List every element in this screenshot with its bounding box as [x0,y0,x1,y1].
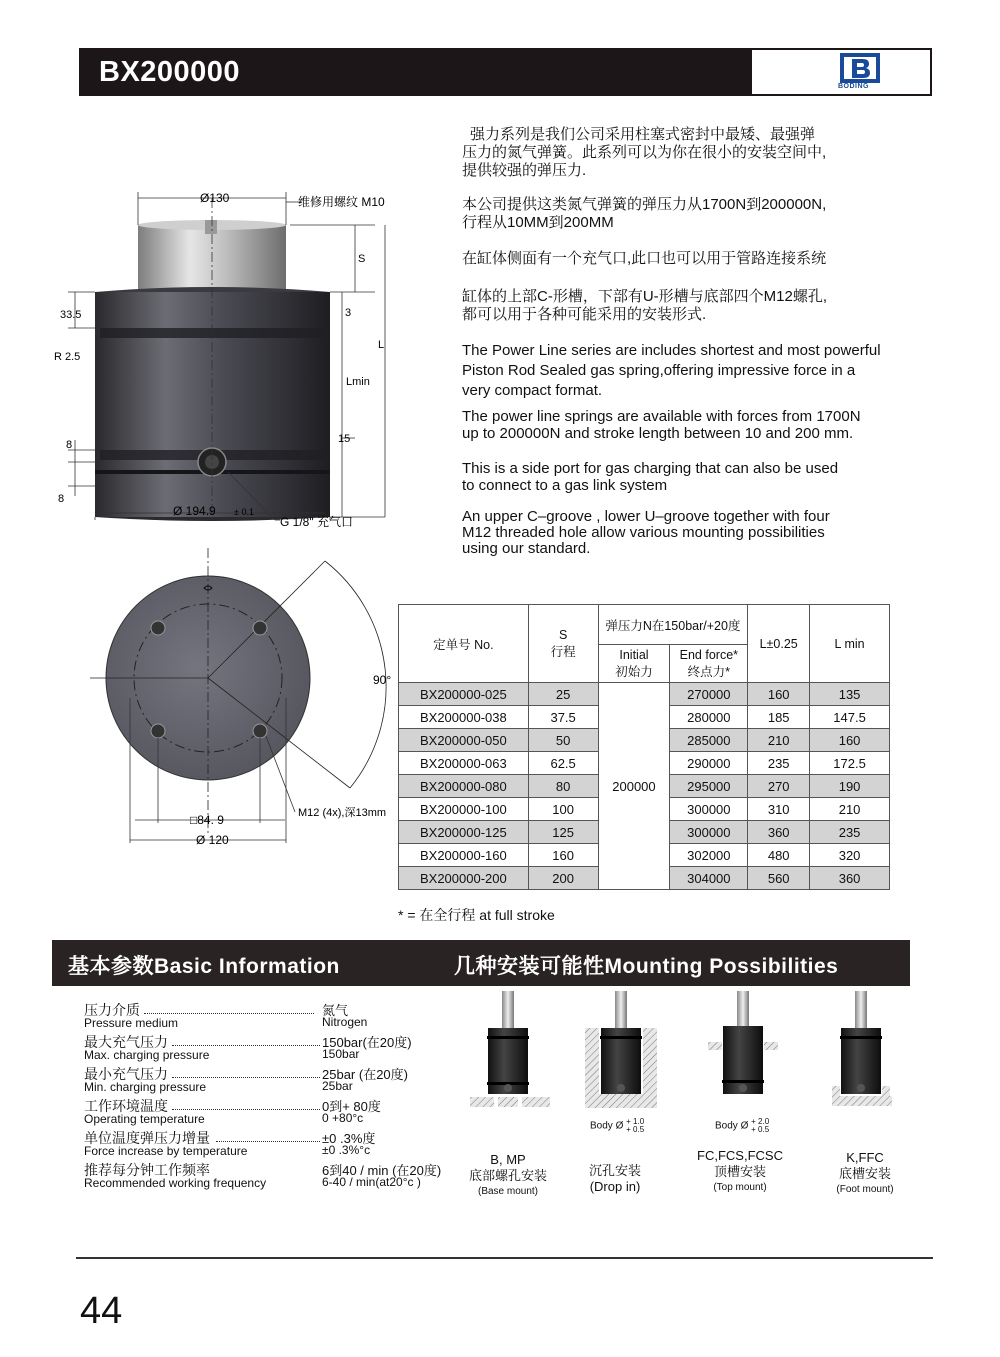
footer-rule [76,1257,933,1259]
mount-code: K,FFC [846,1150,884,1165]
cell-s: 160 [528,844,598,867]
dim-s: S [358,253,366,265]
info-label-en: Pressure medium [84,1016,179,1030]
cell-no: BX200000-038 [399,706,529,729]
model-title: BX200000 [99,56,241,88]
cell-end: 302000 [670,844,748,867]
cell-l: 270 [748,775,810,798]
mounting-base-label [458,1152,558,1200]
cell-no: BX200000-080 [399,775,529,798]
tol-bottom: + 0.5 [751,1125,770,1134]
desc-line: 都可以用于各种可能采用的安装形式. [462,306,707,323]
dim-8b: 8 [58,493,65,505]
desc-line: M12 threaded hole allow various mounting possibilities [462,524,825,541]
section-band [52,940,910,986]
cell-end: 300000 [670,798,748,821]
info-value-cn: 150bar(在20度) [322,1035,412,1050]
info-label-cn: 工作环境温度 [84,1098,168,1114]
dim-d120: Ø 120 [196,833,229,847]
cell-s: 200 [528,867,598,890]
info-label-en: Max. charging pressure [84,1048,210,1062]
info-row [84,1000,454,1032]
description-en-2 [462,408,861,442]
info-label-en: Recommended working frequency [84,1176,267,1190]
cell-l: 480 [748,844,810,867]
col-end [670,645,748,683]
dim-3: 3 [345,307,352,319]
col-end-en: End force* [679,647,739,662]
dim-thread: 维修用螺纹 M10 [298,195,385,209]
cell-l: 185 [748,706,810,729]
info-label-cn: 最大充气压力 [84,1034,168,1050]
tol-top: + 1.0 [626,1117,645,1126]
foot-mount-figure [832,991,892,1106]
cell-end: 300000 [670,821,748,844]
cell-end: 304000 [670,867,748,890]
cell-s: 80 [528,775,598,798]
info-label-en: Min. charging pressure [84,1080,207,1094]
info-value-cn: ±0 .3%度 [322,1131,376,1146]
cell-no: BX200000-050 [399,729,529,752]
info-row [84,1096,454,1128]
info-label-cn: 最小充气压力 [84,1066,168,1082]
logo-text: BODING [838,83,869,90]
leader-dots [172,1066,320,1078]
desc-line: 行程从10MM到200MM [462,214,614,231]
info-value-en: 0 +80°c [322,1111,364,1125]
cell-no: BX200000-063 [399,752,529,775]
description-en-3 [462,460,838,494]
desc-line: 本公司提供这类氮气弹簧的弹压力从1700N到200000N, [462,196,827,213]
desc-line: 强力系列是我们公司采用柱塞式密封中最矮、最强弹 [470,126,816,143]
mount-en: (Base mount) [477,1186,539,1197]
mount-cn: 顶槽安装 [713,1164,766,1179]
info-row [84,1128,454,1160]
desc-line: using our standard. [462,540,591,557]
description-en-1 [462,341,881,401]
description-cn-2 [462,196,826,232]
cell-s: 125 [528,821,598,844]
tol-bottom: + 0.5 [626,1125,645,1134]
dim-33: 33.5 [60,309,82,321]
mounting-title: 几种安装可能性Mounting Possibilities [454,955,839,978]
cell-s: 62.5 [528,752,598,775]
side-view-drawing [40,180,420,540]
info-label-en: Force increase by temperature [84,1144,248,1158]
cell-lmin: 172.5 [810,752,890,775]
dim-tol: ± 0.1 [234,507,254,517]
desc-line: 压力的氮气弹簧。此系列可以为你在很小的安装空间中, [462,144,827,161]
mount-en: (Drop in) [589,1179,641,1194]
col-initial-en: Initial [619,647,649,662]
mount-cn: 底槽安装 [838,1166,891,1181]
leader-dots [216,1130,320,1142]
cell-lmin: 320 [810,844,890,867]
col-end-cn: 终点力* [687,664,731,679]
col-no: 定单号 No. [399,605,529,683]
table-footnote: * = 在全行程 at full stroke [398,907,555,923]
leader-dots [144,1002,314,1014]
spec-table [398,604,890,890]
description-cn-4 [462,288,827,324]
mounting-drop-label [575,1163,655,1195]
mounting-drop-body-dim [590,1118,660,1135]
desc-line: This is a side port for gas charging that can also be used [462,460,839,477]
dim-r25: R 2.5 [54,351,81,363]
col-s-cn: 行程 [550,644,576,659]
cell-end: 295000 [670,775,748,798]
desc-line: 在缸体侧面有一个充气口,此口也可以用于管路连接系统 [462,250,827,267]
cell-s: 25 [528,683,598,706]
dim-l: L [378,339,385,351]
desc-line: 缸体的上部C-形槽，下部有U-形槽与底部四个M12螺孔, [462,288,828,305]
col-s-en: S [558,627,568,642]
table-row [399,683,890,706]
cell-end: 290000 [670,752,748,775]
mounting-top-body-dim [715,1118,785,1135]
info-value-cn: 6到40 / min (在20度) [322,1163,442,1178]
dim-8a: 8 [66,439,73,451]
dim-d130: Ø130 [200,191,230,205]
cell-lmin: 360 [810,867,890,890]
info-row [84,1160,454,1192]
info-row [84,1064,454,1096]
cell-l: 160 [748,683,810,706]
desc-line: up to 200000N and stroke length between 10 and 200 mm. [462,425,854,442]
col-l: L±0.25 [748,605,810,683]
info-label-cn: 压力介质 [84,1002,140,1018]
col-force: 弹压力N在150bar/+20度 [598,605,748,645]
brand-logo [752,50,930,94]
tol-top: + 2.0 [751,1117,770,1126]
top-mount-figure [708,991,778,1094]
dim-lmin: Lmin [346,376,370,388]
cell-s: 50 [528,729,598,752]
cell-lmin: 210 [810,798,890,821]
info-label-en: Operating temperature [84,1112,205,1126]
leader-dots [172,1034,320,1046]
desc-line: An upper C–groove , lower U–groove together with four [462,508,830,525]
dim-90: 90° [373,673,392,687]
top-view-drawing [90,548,410,858]
dim-sq849: □84. 9 [190,813,224,827]
description-cn-1 [462,126,826,180]
cell-l: 235 [748,752,810,775]
dim-d1949: Ø 194.9 [173,504,216,518]
cell-l: 210 [748,729,810,752]
cell-no: BX200000-160 [399,844,529,867]
info-value-en: Nitrogen [322,1015,368,1029]
basic-info-title: 基本参数Basic Information [68,955,340,978]
cell-initial-force: 200000 [598,683,670,890]
body-dim-label: Body Ø [590,1120,624,1132]
info-value-cn: 0到+ 80度 [322,1099,381,1114]
mount-en: (Foot mount) [836,1184,894,1195]
description-cn-3 [462,250,826,268]
desc-line: Piston Rod Sealed gas spring,offering impressive force in a [462,362,856,379]
col-lmin: L min [810,605,890,683]
cell-lmin: 135 [810,683,890,706]
info-value-en: ±0 .3%°c [322,1143,371,1157]
basic-info-list [84,1000,454,1192]
desc-line: very compact format. [462,382,603,399]
mounting-foot-label [815,1150,915,1198]
cell-no: BX200000-025 [399,683,529,706]
cell-l: 310 [748,798,810,821]
desc-line: The Power Line series are includes shortest and most powerful [462,342,881,359]
info-value-en: 25bar [322,1079,353,1093]
col-initial-cn: 初始力 [615,664,653,679]
dim-15: 15 [338,433,351,445]
info-value-en: 6-40 / min(at20°c ) [322,1175,421,1189]
info-value-cn: 氮气 [322,1003,349,1018]
dim-port: G 1/8" 充气口 [280,515,353,529]
leader-dots [172,1098,320,1110]
cell-no: BX200000-100 [399,798,529,821]
info-label-cn: 单位温度弹压力增量 [84,1130,210,1146]
info-row [84,1032,454,1064]
col-s [528,605,598,683]
dim-m12: M12 (4x),深13mm [298,807,387,819]
cell-no: BX200000-125 [399,821,529,844]
cell-end: 285000 [670,729,748,752]
cell-lmin: 235 [810,821,890,844]
cell-l: 560 [748,867,810,890]
cell-end: 280000 [670,706,748,729]
body-dim-label: Body Ø [715,1120,749,1132]
mount-en: (Top mount) [713,1182,767,1193]
info-value-cn: 25bar (在20度) [322,1067,408,1082]
mount-code: B, MP [490,1152,526,1167]
cell-lmin: 160 [810,729,890,752]
col-initial [598,645,670,683]
mount-code: FC,FCS,FCSC [697,1148,783,1163]
mount-cn: 底部螺孔安装 [468,1168,547,1183]
boding-logo-icon [840,53,880,83]
cell-lmin: 190 [810,775,890,798]
cell-no: BX200000-200 [399,867,529,890]
mount-cn: 沉孔安装 [588,1163,641,1178]
info-label-cn: 推荐每分钟工作频率 [84,1162,210,1178]
mounting-top-label [690,1148,790,1196]
cell-s: 37.5 [528,706,598,729]
header-bar [79,48,932,96]
desc-line: The power line springs are available with forces from 1700N [462,408,861,425]
desc-line: 提供较强的弹压力. [462,162,587,179]
desc-line: to connect to a gas link system [462,477,668,494]
mounting-drawings [460,988,910,1138]
info-value-en: 150bar [322,1047,360,1061]
drop-in-figure [585,991,657,1108]
description-en-4 [462,509,830,557]
cell-lmin: 147.5 [810,706,890,729]
page-number: 44 [80,1290,123,1332]
cell-l: 360 [748,821,810,844]
cell-end: 270000 [670,683,748,706]
base-mount-figure [470,991,550,1107]
cell-s: 100 [528,798,598,821]
